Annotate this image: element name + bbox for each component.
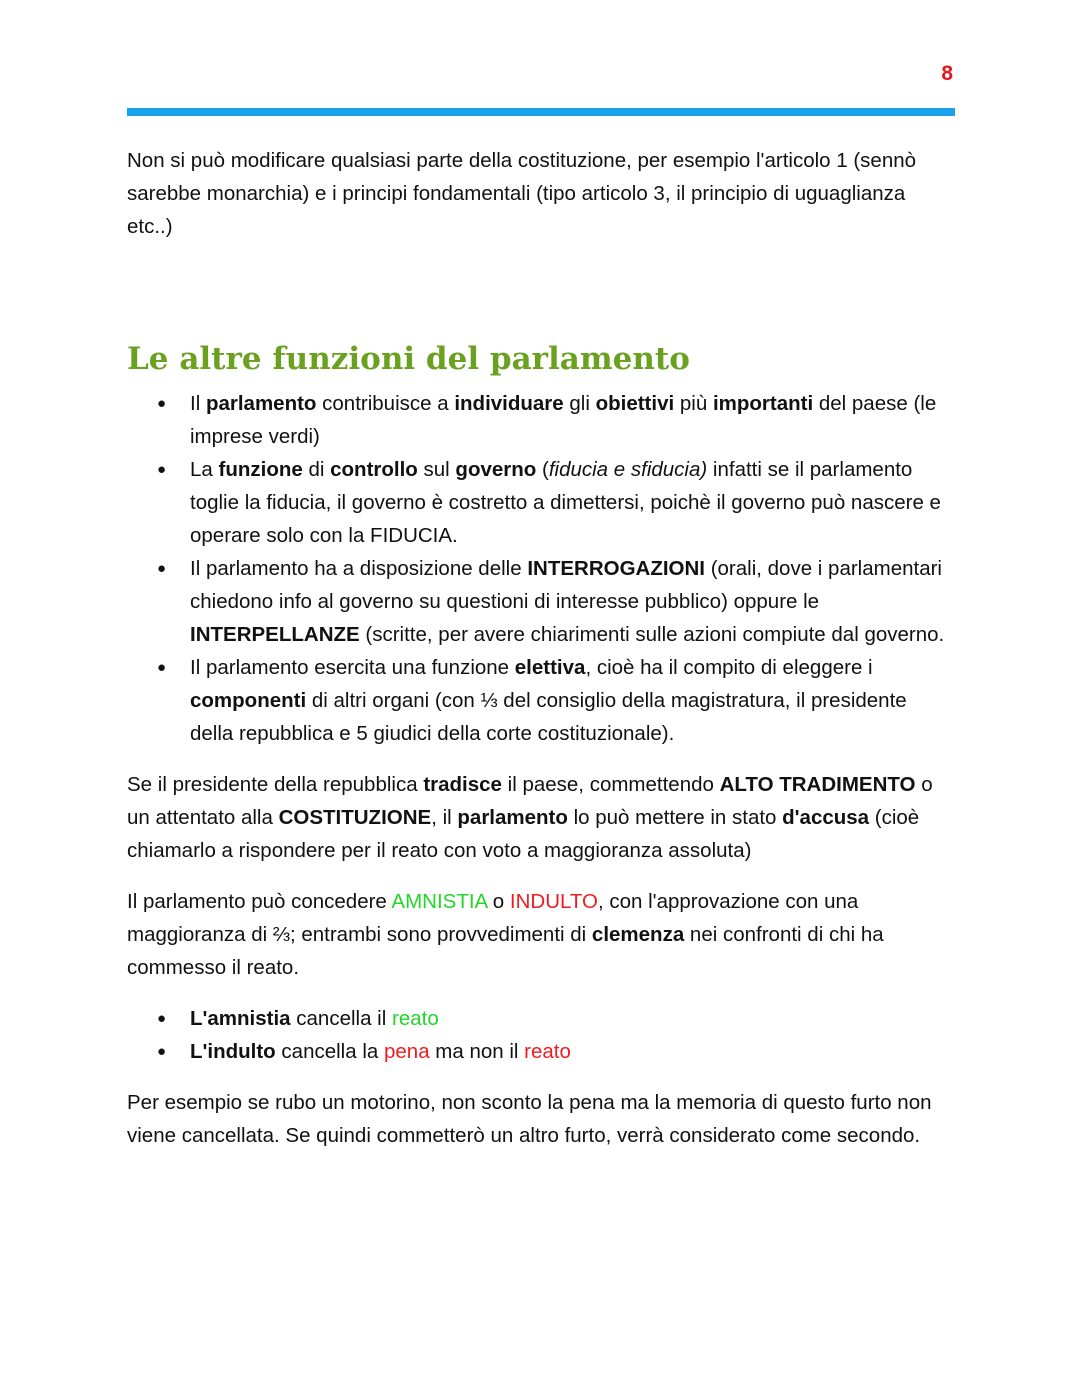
italic-text: fiducia e sfiducia) [548, 458, 708, 481]
bold-text: clemenza [591, 923, 685, 946]
text: cancella la [275, 1040, 384, 1063]
amnistia-term: AMNISTIA [391, 890, 488, 913]
bold-text: importanti [712, 392, 814, 415]
bold-text: controllo [330, 458, 418, 481]
text: , il [431, 806, 458, 829]
text: La [190, 458, 219, 481]
bold-text: funzione [218, 458, 303, 481]
green-term: reato [392, 1007, 439, 1030]
bold-text: tradisce [423, 773, 502, 796]
text: sul [417, 458, 456, 481]
bold-text: L'indulto [190, 1040, 276, 1063]
document-body [127, 144, 955, 1170]
bold-text: d'accusa [782, 806, 870, 829]
text: infatti se il parlamento toglie la fiducia, il governo è costretto a dimettersi, poichè il governo può nascere e operare solo con la FIDUCIA. [190, 458, 941, 547]
text: (cioè chiamarlo a rispondere per il reato con voto a maggioranza assoluta) [127, 806, 920, 862]
text: il paese, commettendo [501, 773, 720, 796]
text: , cioè ha il compito di eleggere i [585, 656, 873, 679]
text: o un attentato alla [127, 773, 933, 829]
text: (orali, dove i parlamentari chiedono info al governo su questioni di interesse pubblico) oppure le [190, 557, 942, 613]
list-item [127, 387, 955, 453]
text: Il parlamento ha a disposizione delle [190, 557, 528, 580]
text: nei confronti di chi ha commesso il reato. [127, 923, 884, 979]
text: di altri organi (con ⅓ del consiglio della magistratura, il presidente della repubblica e 5 giudici della corte costituzionale). [190, 689, 907, 745]
header-divider [127, 108, 955, 116]
red-term: reato [524, 1040, 571, 1063]
bold-text: INTERROGAZIONI [527, 557, 705, 580]
text: o [487, 890, 510, 913]
bold-text: elettiva [514, 656, 586, 679]
text: lo può mettere in stato [567, 806, 783, 829]
bold-text: governo [455, 458, 537, 481]
bold-text: individuare [454, 392, 564, 415]
text: di [302, 458, 331, 481]
bold-text: parlamento [205, 392, 317, 415]
red-term: pena [383, 1040, 430, 1063]
list-item [127, 453, 955, 552]
accusa-paragraph [127, 768, 955, 867]
bold-text: L'amnistia [190, 1007, 291, 1030]
text: Il parlamento può concedere [127, 890, 392, 913]
bold-text: ALTO TRADIMENTO [719, 773, 916, 796]
text: contribuisce a [316, 392, 455, 415]
indulto-term: INDULTO [509, 890, 598, 913]
text: Il parlamento esercita una funzione [190, 656, 515, 679]
section-heading: Le altre funzioni del parlamento [127, 341, 690, 377]
example-paragraph [127, 1086, 955, 1152]
definitions-list [127, 1002, 955, 1068]
clemenza-paragraph [127, 885, 955, 984]
bold-text: INTERPELLANZE [190, 623, 360, 646]
text: del paese (le imprese verdi) [190, 392, 937, 448]
intro-paragraph [127, 144, 955, 243]
text: Se il presidente della repubblica [127, 773, 424, 796]
list-item [127, 1035, 955, 1068]
functions-list [127, 387, 955, 750]
text: (scritte, per avere chiarimenti sulle azioni compiute dal governo. [359, 623, 945, 646]
text: più [674, 392, 713, 415]
list-item [127, 651, 955, 750]
text: ma non il [429, 1040, 525, 1063]
text: gli [563, 392, 596, 415]
page-number: 8 [941, 62, 953, 85]
list-item [127, 552, 955, 651]
text: cancella il [290, 1007, 392, 1030]
bold-text: componenti [190, 689, 307, 712]
bold-text: COSTITUZIONE [278, 806, 432, 829]
bold-text: obiettivi [595, 392, 675, 415]
text: , con l'approvazione con una maggioranza di ⅔; entrambi sono provvedimenti di [127, 890, 859, 946]
text: Il [190, 392, 206, 415]
bold-text: parlamento [457, 806, 568, 829]
text: Per esempio se rubo un motorino, non sconto la pena ma la memoria di questo furto non viene cancellata. Se quindi commetterò un altro furto, verrà considerato come secondo. [127, 1091, 932, 1147]
intro-text: Non si può modificare qualsiasi parte della costituzione, per esempio l'articolo 1 (sennò sarebbe monarchia) e i principi fondamentali (tipo articolo 3, il principio di uguaglianza etc..) [127, 149, 917, 238]
text: ( [536, 458, 549, 481]
list-item [127, 1002, 955, 1035]
